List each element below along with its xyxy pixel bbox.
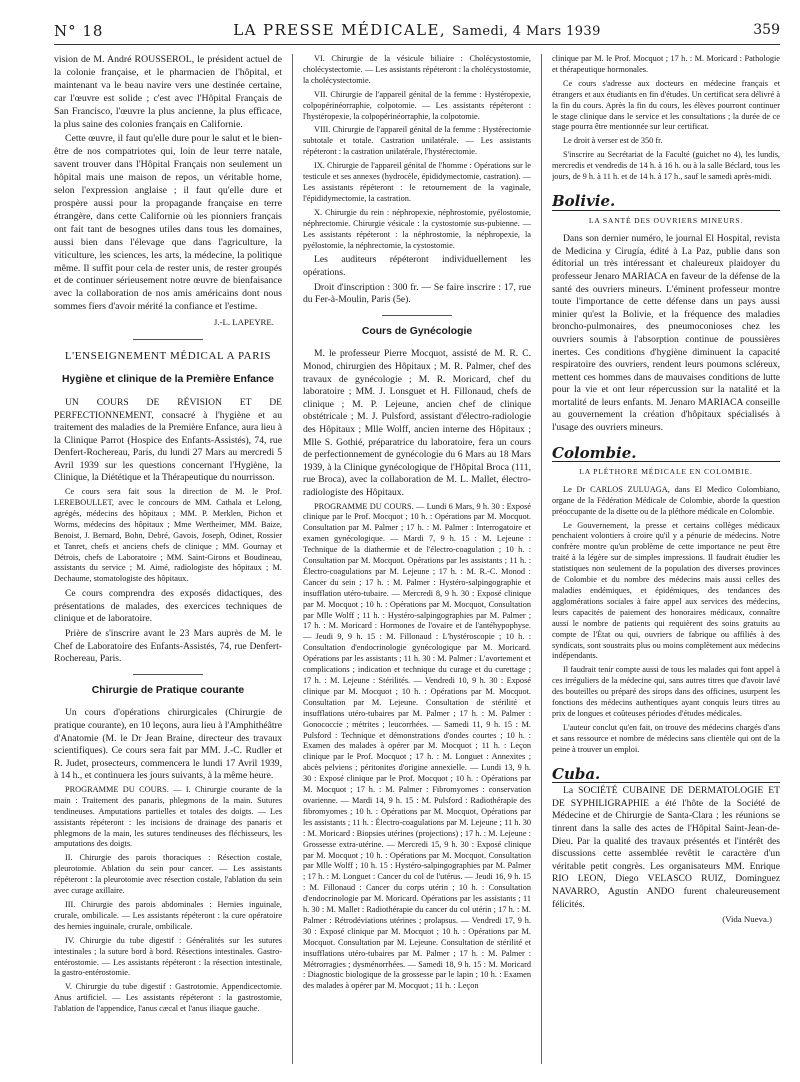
article-paragraph: vision de M. André ROUSSEROL, le président actuel de la colonie française, et le pharmacien de l'hôpital, et maintenant va le beau navire vers une destinée certaine, car l'œuvre est solide ; c'est avec l'Hôpital Français de San Francisco, l'œuvre la plus ancienne, la plus efficace, la plus saine des colonies français en Californie. <box>54 54 282 130</box>
section-separator <box>133 339 203 340</box>
programme-item: IX. Chirurgie de l'appareil génital de l'homme : Opérations sur le testicule et ses annexes (hydrocèle, épididymectomie, castration). — Les assistants répéteront : le retournement de la vaginale, l'épididymectomie, la castration. <box>303 161 531 203</box>
course-paragraph: Droit d'inscription : 300 fr. — Se faire inscrire : 17, rue du Fer-à-Moulin, Paris (5e). <box>303 281 531 306</box>
header-rule <box>54 44 780 45</box>
article-paragraph: Cette œuvre, il faut qu'elle dure pour le salut et le bien-être de nos compatriotes qui, loin de leur terre natale, savent trouver dans l'Hôpital Français non seulement un hôpital mais une maison de repos, un véritable home, selon l'expression anglaise ; il faut qu'elle dure et prospère aussi pour la propagande française en terre étrangère, dans cette Californie où les pionniers français ont fait tant de besognes utiles dans tous les domaines, aussi bien dans l'élevage que dans l'agriculture, la viticulture, les sciences, les arts, la médecine, la politique même. Il suffit pour cela de rester unis, de rester groupés et de continuer sérieusement notre œuvre de bienfaisance avec la collaboration de nos amis américains dont nous sommes fiers d'avoir mérité la confiance et l'estime. <box>54 133 282 313</box>
news-paragraph: Le Dr CARLOS ZULUAGA, dans El Medico Colombiano, organe de la Fédération Médicale de Colombie, aborde la question préoccupante de la disette ou de la pléthore médicale en Colombie. <box>552 484 780 516</box>
news-citation: (Vida Nueva.) <box>722 914 772 925</box>
news-subheading: LA PLÉTHORE MÉDICALE EN COLOMBIE. <box>579 467 753 477</box>
programme-item: III. Chirurgie des parois abdominales : Hernies inguinale, crurale, ombilicale. — Les assistants répéteront : la cure opératoire des hernies inguinale, crurale, ombilicale. <box>54 900 282 931</box>
country-heading-cuba: Cuba. <box>552 768 780 784</box>
news-paragraph: L'auteur conclut qu'en fait, on trouve des médecins chargés d'ans et sans ressource et nombre de médecins sans clientèle qui ont de la peine à trouver un emploi. <box>552 722 780 754</box>
course-staff: Ce cours sera fait sous la direction de M. le Prof. LEREBOULLET, avec le concours de MM. Cathala et Lelong, agrégés, médecins des hôpitaux ; MM. P. Merklen, Pichon et Worms, médecins des hôpitaux ; Mme Wertheimer, MM. Baize, Benoist, J. Bernard, Bohn, Debré, Gavois, Joseph, Odinet, Rossier et Tanret, chefs et anciens chefs de clinique ; MM. Gournay et Détrois, chefs de Laboratoire ; MM. Saint-Girons et Boudineau, assistants du service ; M. Aimé, radiologiste des hôpitaux ; M. Dechaume, stomatologiste des hôpitaux. <box>54 487 282 584</box>
section-separator <box>133 674 203 675</box>
programme-item: IV. Chirurgie du tube digestif : Généralités sur les sutures intestinales ; la suture bord à bord. Résections intestinales. Gastro-entérostomie. — Les assistants répéteront : la résection intestinale, la gastro-entérostomie. <box>54 935 282 978</box>
news-paragraph: Le Gouvernement, la presse et certains collèges médicaux penchaient volontiers à croire qu'il y a pénurie de médecins. Notre confrère montre qu'un problème de cette importance ne peut être traité à la légère sur de simples impressions. Il faudrait étudier les statistiques non seulement de la population des diverses provinces de Colombie et du nombre des médecins mais aussi celles des maladies endémiques, et épidémiques, des tendances des agglomérations sociales à faire appel aux services des médecins, leurs capacités de paiement des honoraires médicaux, connaître aussi le nombre de patients qui requièrent des soins gratuits au compte de l'État ou qui, ouvriers de fabrique ou affiliés à des syndicats, sont soustraits plus ou moins complètement aux médecins indépendants. <box>552 520 780 661</box>
programme-item: clinique par M. le Prof. Mocquot ; 17 h. : M. Moricard : Pathologie et thérapeutique hormonales. <box>552 54 780 74</box>
course-paragraph: Prière de s'inscrire avant le 23 Mars auprès de M. le Chef de Laboratoire des Enfants-Assistés, 74, rue Denfert-Rochereau, Paris. <box>54 628 282 665</box>
section-title: L'ENSEIGNEMENT MÉDICAL A PARIS <box>64 349 272 362</box>
programme-item: V. Chirurgie du tube digestif : Gastrotomie. Appendicectomie. Anus artificiel. — Les assistants répéteront : la gastrostomie, l'ablation de l'appendice, l'anus cæcal et l'anus iliaque gauche. <box>54 982 282 1014</box>
column-divider <box>541 54 542 1064</box>
programme-item: VIII. Chirurgie de l'appareil génital de la femme : Hystérectomie subtotale et totale. Castration unilatérale. — Les assistants répéteront : la castration unilatérale, l'hystérectomie. <box>303 125 531 157</box>
programme-item: II. Chirurgie des parois thoraciques : Résection costale, pleurotomie. Ablation du sein pour cancer. — Les assistants répéteront : la pleurotomie avec résection costale, l'ablation du sein avec curage axillaire. <box>54 853 282 896</box>
course-paragraph: M. le professeur Pierre Mocquot, assisté de M. R. C. Monod, chirurgien des Hôpitaux ; M. R. Palmer, chef des travaux de gynécologie ; M. R. Moricard, chef du laboratoire ; MM. J. Lonsguet et H. Fillonaud, chefs de clinique ; M. P. Lejeune, ancien chef de clinique obstétricale ; M. J. Pulsford, assistant d'électro-radiologie des Hôpitaux ; Mlle Wolff, ancien interne des Hôpitaux ; Mlle S. Gothié, préparatrice du laboratoire, fera un cours de perfectionnement de gynécologie du 6 Mars au 18 Mars 1939, à la Clinique gynécologique de l'Hôpital Broca (111, rue Broca), avec la collaboration de M. L. Mallet, électro-radiologiste des Hôpitaux. <box>303 348 531 498</box>
course-heading: Chirurgie de Pratique courante <box>91 684 245 696</box>
programme-item: VI. Chirurgie de la vésicule biliaire : Cholécystostomie, cholécystectomie. — Les assistants répéteront : la cholécystostomie, la cholécystectomie. <box>303 54 531 85</box>
programme-item: VII. Chirurgie de l'appareil génital de la femme : Hystéropexie, colpopérinéorraphie, colpotomie. — Les assistants répéteront : l'hystéropexie, la colpopérinéorraphie, la colpotomie. <box>303 89 531 121</box>
programme-item: PROGRAMME DU COURS. — I. Chirurgie courante de la main : Traitement des panaris, phlegmons de la main. Sutures tendineuses. Amputations partielles et totales des doigts. — Les assistants répéteront : les incisions de drainage des panaris et phlegmons de la main, les sutures tendineuses des fléchisseurs, les amputations des doigts. <box>54 784 282 849</box>
column-divider <box>292 54 293 1064</box>
column-left <box>54 54 282 1074</box>
programme-schedule: PROGRAMME DU COURS. — Lundi 6 Mars, 9 h. 30 : Exposé clinique par le Prof. Mocquot ; 10 h. : Opérations par M. Mocquot. Consultation par M. Palmer ; 17 h. : M. Palmer : Interrogatoire et examen gynécologique. — Mardi 7, 9 h. 15 : M. Lejeune : Technique de la diathermie et de l'électro-coagulation ; 10 h. : Consultation par M. Mocquot. Opérations par les assistants ; 11 h. : Électro-coagulations par M. Lejeune ; 17 h. : M. R.-C. Monod : Cancer du sein ; 17 h. : M. Palmer : Hystéro-salpingographie et insufflation utéro-tubaire. — Mercredi 8, 9 h. 30 : Exposé clinique par M. Mocquot ; 10 h. : Opérations par M. Mocquot, Consultation par Mlle Wolff ; 11 h. : Hystéro-salpingographies par M. Palmer ; 17 h. : M. Moricard : Hormones de l'ovaire et de l'antéhypophyse. — Jeudi 9, 9 h. 15 : M. Fillonaud : L'hystéroscopie ; 10 h. : Consultation d'endocrinologie gynécologique par M. Moricard. Opérations par les assistants ; 11 h. 30 : M. Palmer : L'avortement et complications ; indication et technique du curage et du curettage ; 17 h. : M. Lejeune : Stérilités. — Vendredi 10, 9 h. 30 : Exposé clinique par M. Mocquot ; 10 h. : Opérations par M. Mocquot. Consultation par M. Lejeune. Consultation de stérilité et insufflations utéro-tubaires par M. Palmer ; 17 h. : M. Palmer : Gonococcie ; métrites ; leucorrhées. — Samedi 11, 9 h. 15 : M. Pulsford : Technique et démonstrations d'ondes courtes ; 10 h. : Examen des malades à opérer par M. Mocquot ; 11 h. : Leçon clinique par le Prof. Mocquot ; 17 h. : M. Longuet : Annexites ; abcès pelviens ; péritonites d'origine annexielle. — Lundi 13, 9 h. 30 : Exposé clinique par le Prof. Mocquot ; 10 h. : Opérations par M. Mocquot ; 17 h. : M. Palmer : Fibromyomes : conservation ovarienne. — Mardi 14, 9 h. 15 : M. Pulsford : Radiothérapie des fibromyomes ; 10 h. : Opérations par M. Mocquot, Opérations par les assistants ; 11 h. : Électro-coagulations par M. Lejeune ; 11 h. 30 : M. Moricard : Biopsies utérines (projections) ; 17 h. : M. Lejeune : Grossesse extra-utérine. — Mercredi 15, 9 h. 30 : Exposé clinique par M. Mocquot ; 10 h. : Opérations par M. Mocquot. Consultation par Mlle Wolff ; 10 h. 15 : Hystéro-salpingographies par M. Palmer ; 17 h. : M. Longuet : Cancer du col de l'utérus. — Jeudi 16, 9 h. 15 : M. Fillonaud : Cancer du corps utérin ; 10 h. : Consultation d'endocrinologie par M. Moricard. Opérations par les assistants ; 11 h. 30 : M. Mallet : Radiothérapie du cancer du col utérin ; 17 h. : M. Palmer : Rétrodéviations utérines ; prolapsus. — Vendredi 17, 9 h. 30 : Exposé clinique par M. Mocquot ; 10 h. : Opérations par M. Mocquot. Consultation par M. Lejeune. Consultation de stérilité et insufflations utéro-tubaires par M. Palmer ; 17 h. : M. Palmer : Métrorragies ; dysménorrhées. — Samedi 18, 9 h. 15 : M. Moricard : Diagnostic biologique de la grossesse par le lapin ; 10 h. : Examen des malades à opérer par M. Mocquot ; 11 h. : Leçon <box>303 501 531 991</box>
section-separator <box>382 315 452 316</box>
course-heading: Hygiène et clinique de la Première Enfance <box>62 374 274 386</box>
journal-title-line <box>54 21 780 39</box>
programme-item: X. Chirurgie du rein : néphropexie, néphrostomie, pyélostomie, néphrectomie. Chirurgie vésicale : la cystostomie sus-pubienne. — Les assistants répéteront : la néphrostomie, la néphropexie, la pyélostomie, la néphrectomie, la cystostomie. <box>303 207 531 250</box>
country-heading-colombie: Colombie. <box>552 447 780 463</box>
course-paragraph: Ce cours comprendra des exposés didactiques, des présentations de malades, des exercices techniques de clinique et de laboratoire. <box>54 588 282 625</box>
course-paragraph: Un cours d'opérations chirurgicales (Chirurgie de pratique courante), en 10 leçons, aura lieu à l'Amphithéâtre d'Anatomie (M. le Dr Jean Braine, directeur des travaux scientifiques). Ce cours sera fait par MM. J.-C. Rudler et R. Judet, prosecteurs, commencera le lundi 17 Avril 1939, à 14 h., et continuera les jours suivants, à la même heure. <box>54 707 282 782</box>
news-paragraph: La SOCIÉTÉ CUBAINE DE DERMATOLOGIE ET DE SYPHILIGRAPHIE a été l'hôte de la Société de Médecine et de Chirurgie de Santa-Clara ; les réunions se tinrent dans la salle des actes de l'Hôpital Saint-Jean-de-Dieu. Par la qualité des travaux présentés et l'intérêt des discussions cette assemblée revêtit le caractère d'un véritable petit congrès. Les organisateurs MM. Enrique RIO LEON, Diego VELASCO RUIZ, Dominguez NAVARRO, Agustin ANDO furent chaleureusement félicités. <box>552 785 780 910</box>
course-paragraph: Ce cours s'adresse aux docteurs en médecine français et étrangers et aux étudiants en fin d'études. Un certificat sera délivré à la fin du cours. Après la fin du cours, les élèves pourront continuer le stage clinique dans le service et les consultations ; la durée de ce stage pourra être mentionnée sur leur certificat. <box>552 78 780 132</box>
page-number: 359 <box>753 22 780 38</box>
issue-number: N° 18 <box>54 22 104 40</box>
article-signature: J.-L. LAPEYRE. <box>213 317 274 328</box>
journal-title: LA PRESSE MÉDICALE, <box>233 21 446 39</box>
news-paragraph: Il faudrait tenir compte aussi de tous les malades qui font appel à ces irréguliers de la médecine qui, sans autres titres que d'avoir lavé des bouteilles ou préparé des sirops dans des officines, usurpent les fonctions des médecins authentiques ayant conquis leurs titres au prix de longues et coûteuses périodes d'études médicales. <box>552 665 780 718</box>
course-paragraph: Les auditeurs répéteront individuellement les opérations. <box>303 254 531 278</box>
course-heading: Cours de Gynécologie <box>361 325 473 337</box>
page-header <box>54 16 780 40</box>
column-middle <box>303 54 531 1074</box>
course-paragraph: UN COURS DE RÉVISION ET DE PERFECTIONNEMENT, consacré à l'hygiène et au traitement des maladies de la Première Enfance, aura lieu à la Clinique Parrot (Hospice des Enfants-Assistés), 74, rue Denfert-Rochereau, Paris, du lundi 27 Mars au mercredi 5 Avril 1939 sur les questions concernant l'Hygiène, la Clinique, la Diététique et la Thérapeutique du nourrisson. <box>54 396 282 484</box>
column-right <box>552 54 780 1074</box>
issue-date: Samedi, 4 Mars 1939 <box>452 24 601 39</box>
country-heading-bolivie: Bolivie. <box>552 195 780 211</box>
course-paragraph: Le droit à verser est de 350 fr. <box>563 136 663 146</box>
news-subheading: LA SANTÉ DES OUVRIERS MINEURS. <box>588 215 744 225</box>
course-paragraph: S'inscrire au Secrétariat de la Faculté (guichet no 4), les lundis, mercredis et vendredis de 14 h. à 16 h. ou à la salle Béclard, tous les jours, de 9 h. à 11 h. et de 14 h. à 17 h., sauf le samedi après-midi. <box>552 150 780 182</box>
news-paragraph: Dans son dernier numéro, le journal El Hospital, revista de Medicina y Cirugía, édité à La Paz, publie dans son éditorial un très intéressant et chaleureux plaidoyer du professeur Jenaro MARIACA en faveur de la défense de la santé des ouvriers mineurs. L'éminent professeur montre toute l'importance de cette défense dans un pays aussi minier qu'est la Bolivie, et la fréquence des maladies broncho-pulmonaires, des pneumoconioses chez les ouvriers soumis à l'absorption continue de poussières inertes. Ces conditions d'hygiène diminuent la capacité respiratoire des ouvriers, rendent leurs poumons scléreux, mettent ces hommes dans de mauvaises conditions de lutte pour la vie et ont leur répercussion sur la natalité et la mortalité de leurs enfants. M. Jenaro MARIACA conseille au gouvernement la création d'hôpitaux spécialisés à l'usage des ouvriers mineurs. <box>552 233 780 434</box>
